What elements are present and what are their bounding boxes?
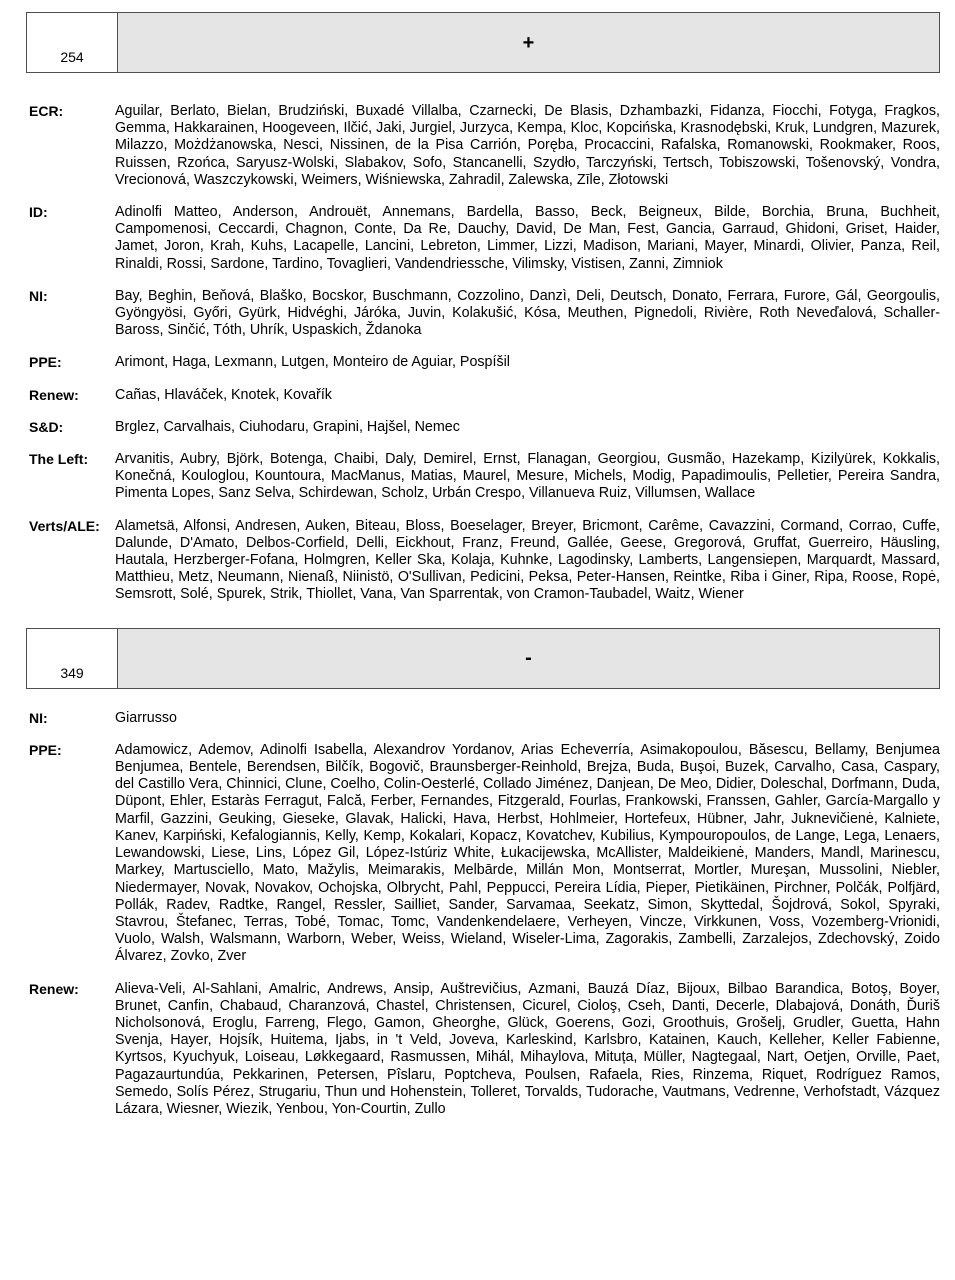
group-label-ni-minus: NI: <box>29 709 48 726</box>
group-names-verts-ale: Alametsä, Alfonsi, Andresen, Auken, Biteau, Bloss, Boeselager, Breyer, Bricmont, Carême, Cavazzini, Cormand, Corrao, Cuffe, Dalunde, D'Amato, Delbos-Corfield, Delli, Eickhout, Franz, Freund, Gallée, Geese, Gregorová, Gruffat, Guerreiro, Häusling, Hautala, Herzberger-Fofana, Holmgren, Keller Ska, Kolaja, Kuhnke, Lagodinsky, Lamberts, Langensiepen, Marquardt, Massard, Matthieu, Metz, Neumann, Nienaß, Niinistö, O'Sullivan, Pedicini, Peksa, Peter-Hansen, Reintke, Riba i Giner, Ripa, Roose, Ropė, Semsrott, Solé, Spurek, Strik, Thiollet, Vana, Van Sparrentak, von Cramon-Taubadel, Waitz, Wiener <box>115 517 940 603</box>
group-names-the-left: Arvanitis, Aubry, Björk, Botenga, Chaibi, Daly, Demirel, Ernst, Flanagan, Georgiou, Gusmão, Hazekamp, Kizilyürek, Kokkalis, Konečná, Kouloglou, Kountoura, MacManus, Matias, Maurel, Mesure, Michels, Modig, Papadimoulis, Pelletier, Pereira Sandra, Pimenta Lopes, Sanz Selva, Schirdewan, Scholz, Urbán Crespo, Villanueva Ruiz, Villumsen, Wallace <box>115 451 940 502</box>
group-names-ni-plus: Bay, Beghin, Beňová, Blaško, Bocskor, Buschmann, Cozzolino, Danzì, Deli, Deutsch, Donato, Ferrara, Furore, Gál, Georgoulis, Gyöngyösi, Győri, Gyürk, Hidvéghi, Járóka, Juvin, Kolakušić, Kósa, Meuthen, Pignedoli, Rivière, Roth Neveďalová, Schaller-Baross, Sinčić, Tóth, Uhrík, Uspaskich, Ždanoka <box>115 287 940 339</box>
minus-vote-groups <box>0 710 955 1118</box>
group-row-renew-plus <box>0 387 955 404</box>
group-label-renew-plus: Renew: <box>29 386 79 403</box>
group-label-id: ID: <box>29 204 48 221</box>
minus-vote-count: 349 <box>27 629 118 688</box>
group-label-verts-ale: Verts/ALE: <box>29 517 100 534</box>
plus-vote-count: 254 <box>27 13 118 72</box>
plus-vote-groups <box>0 103 955 604</box>
group-names-ppe-minus: Adamowicz, Ademov, Adinolfi Isabella, Alexandrov Yordanov, Arias Echeverría, Asimakopoulou, Băsescu, Bellamy, Benjumea Benjumea, Bentele, Berendsen, Bilčík, Bogovič, Braunsberger-Reinhold, Brejza, Buda, Buşoi, Buzek, Carvalho, Casa, Caspary, del Castillo Vera, Chinnici, Clune, Coelho, Colin-Oesterlé, Collado Jiménez, Danjean, De Meo, Didier, Doleschal, Dorfmann, Duda, Düpont, Ehler, Estaràs Ferragut, Falcă, Ferber, Fernandes, Fitzgerald, Fourlas, Frankowski, Franssen, Gahler, García-Margallo y Marfil, Gazzini, Geuking, Gieseke, Glavak, Halicki, Hava, Herbst, Hohlmeier, Hortefeux, Hübner, Jahr, Juknevičienė, Kalniete, Kanev, Karpiński, Kefalogiannis, Kelly, Kemp, Kokalari, Kopacz, Kovatchev, Kubilius, Kympouropoulos, de Lange, Lega, Lenaers, Lewandowski, Liese, Lins, López Gil, López-Istúriz White, Łukacijewska, McAllister, Maldeikienė, Manders, Mandl, Marinescu, Markey, Martusciello, Mato, Mažylis, Meimarakis, Melbārde, Millán Mon, Montserrat, Mortler, Mureşan, Mussolini, Niebler, Niedermayer, Novak, Novakov, Ochojska, Olbrycht, Pahl, Peppucci, Pereira Lídia, Pieper, Pietikäinen, Pirchner, Polčák, Polfjärd, Pollák, Radev, Radtke, Rangel, Ressler, Sailliet, Sander, Sarvamaa, Seekatz, Simon, Skyttedal, Šojdrová, Sokol, Spyraki, Stavrou, Štefanec, Terras, Tobé, Tomac, Tomc, Vandenkendelaere, Verheyen, Vincze, Virkkunen, Voss, Vozemberg-Vrionidi, Vuolo, Walsh, Walsmann, Warborn, Weber, Weiss, Wieland, Wiseler-Lima, Zagorakis, Zambelli, Zarzalejos, Zdechovský, Zoido Álvarez, Zovko, Zver <box>115 741 940 965</box>
group-row-ni-plus <box>0 288 955 340</box>
group-names-renew-minus: Alieva-Veli, Al-Sahlani, Amalric, Andrews, Ansip, Auštrevičius, Azmani, Bauzá Díaz, Bijoux, Bilbao Barandica, Botoş, Boyer, Brunet, Canfin, Chabaud, Charanzová, Chastel, Christensen, Cicurel, Cioloş, Cseh, Danti, Decerle, Dlabajová, Donáth, Ďuriš Nicholsonová, Eroglu, Farreng, Flego, Gamon, Gheorghe, Glück, Goerens, Gozi, Groothuis, Grošelj, Grudler, Guetta, Hahn Svenja, Hayer, Hojsík, Huitema, Ijabs, in 't Veld, Joveva, Karleskind, Karlsbro, Katainen, Kauch, Kelleher, Keller Fabienne, Kyrtsos, Kyuchyuk, Loiseau, Løkkegaard, Rasmussen, Mihál, Mihaylova, Mituța, Müller, Nagtegaal, Nart, Oetjen, Orville, Paet, Pagazaurtundúa, Pekkarinen, Petersen, Pîslaru, Poptcheva, Poulsen, Rafaela, Ries, Rinzema, Riquet, Rodríguez Ramos, Semedo, Solís Pérez, Strugariu, Thun und Hohenstein, Tolleret, Torvalds, Tudorache, Vautmans, Vedrenne, Verhofstadt, Vázquez Lázara, Wiesner, Wiezik, Yenbou, Yon-Courtin, Zullo <box>115 980 940 1117</box>
group-row-ppe-plus <box>0 354 955 371</box>
group-names-id: Adinolfi Matteo, Anderson, Androuët, Annemans, Bardella, Basso, Beck, Beigneux, Bilde, Borchia, Bruna, Buchheit, Campomenosi, Ceccardi, Chagnon, Conte, Da Re, Dauchy, David, De Man, Fest, Gancia, Garraud, Ghidoni, Griset, Haider, Jamet, Joron, Krah, Kuhs, Lacapelle, Lancini, Lebreton, Limmer, Lizzi, Madison, Mariani, Mayer, Minardi, Olivier, Panza, Reil, Rinaldi, Rossi, Sardone, Tardino, Tovaglieri, Vandendriessche, Vilimsky, Vistisen, Zanni, Zimniok <box>115 204 940 272</box>
group-label-renew-minus: Renew: <box>29 980 79 997</box>
plus-symbol: + <box>118 13 939 72</box>
group-label-ni-plus: NI: <box>29 287 48 304</box>
group-label-sd: S&D: <box>29 418 64 435</box>
group-row-verts-ale <box>0 518 955 604</box>
group-row-ppe-minus <box>0 742 955 966</box>
minus-symbol: - <box>118 629 939 688</box>
group-names-renew-plus: Cañas, Hlaváček, Knotek, Kovařík <box>115 386 332 403</box>
group-names-sd: Brglez, Carvalhais, Ciuhodaru, Grapini, Hajšel, Nemec <box>115 418 460 435</box>
group-row-renew-minus <box>0 981 955 1119</box>
group-label-ppe-minus: PPE: <box>29 741 62 758</box>
group-names-ecr: Aguilar, Berlato, Bielan, Brudziński, Buxadé Villalba, Czarnecki, De Blasis, Dzhambazki, Fidanza, Fiocchi, Fotyga, Fragkos, Gemma, Hakkarainen, Hoogeveen, Ilčić, Jaki, Jurgiel, Jurzyca, Kempa, Kloc, Kopcińska, Krasnodębski, Kruk, Lundgren, Mazurek, Milazzo, Możdżanowska, Nesci, Nissinen, de la Pisa Carrión, Poręba, Procaccini, Rafalska, Romanowski, Rookmaker, Roos, Ruissen, Rzońca, Saryusz-Wolski, Slabakov, Sofo, Stancanelli, Szydło, Tarczyński, Tertsch, Tobiszowski, Tošenovský, Vondra, Vrecionová, Waszczykowski, Weimers, Wiśniewska, Zahradil, Zalewska, Zīle, Złotowski <box>115 103 940 188</box>
group-label-the-left: The Left: <box>29 451 89 468</box>
group-row-ecr <box>0 103 955 189</box>
group-label-ppe-plus: PPE: <box>29 354 62 371</box>
plus-vote-box <box>26 12 940 73</box>
group-names-ppe-plus: Arimont, Haga, Lexmann, Lutgen, Monteiro de Aguiar, Pospíšil <box>115 354 510 371</box>
group-row-ni-minus <box>0 710 955 727</box>
group-row-id <box>0 204 955 273</box>
group-row-sd <box>0 419 955 436</box>
group-label-ecr: ECR: <box>29 103 64 119</box>
group-row-the-left <box>0 451 955 503</box>
minus-vote-box <box>26 628 940 689</box>
group-names-ni-minus: Giarrusso <box>115 709 177 726</box>
